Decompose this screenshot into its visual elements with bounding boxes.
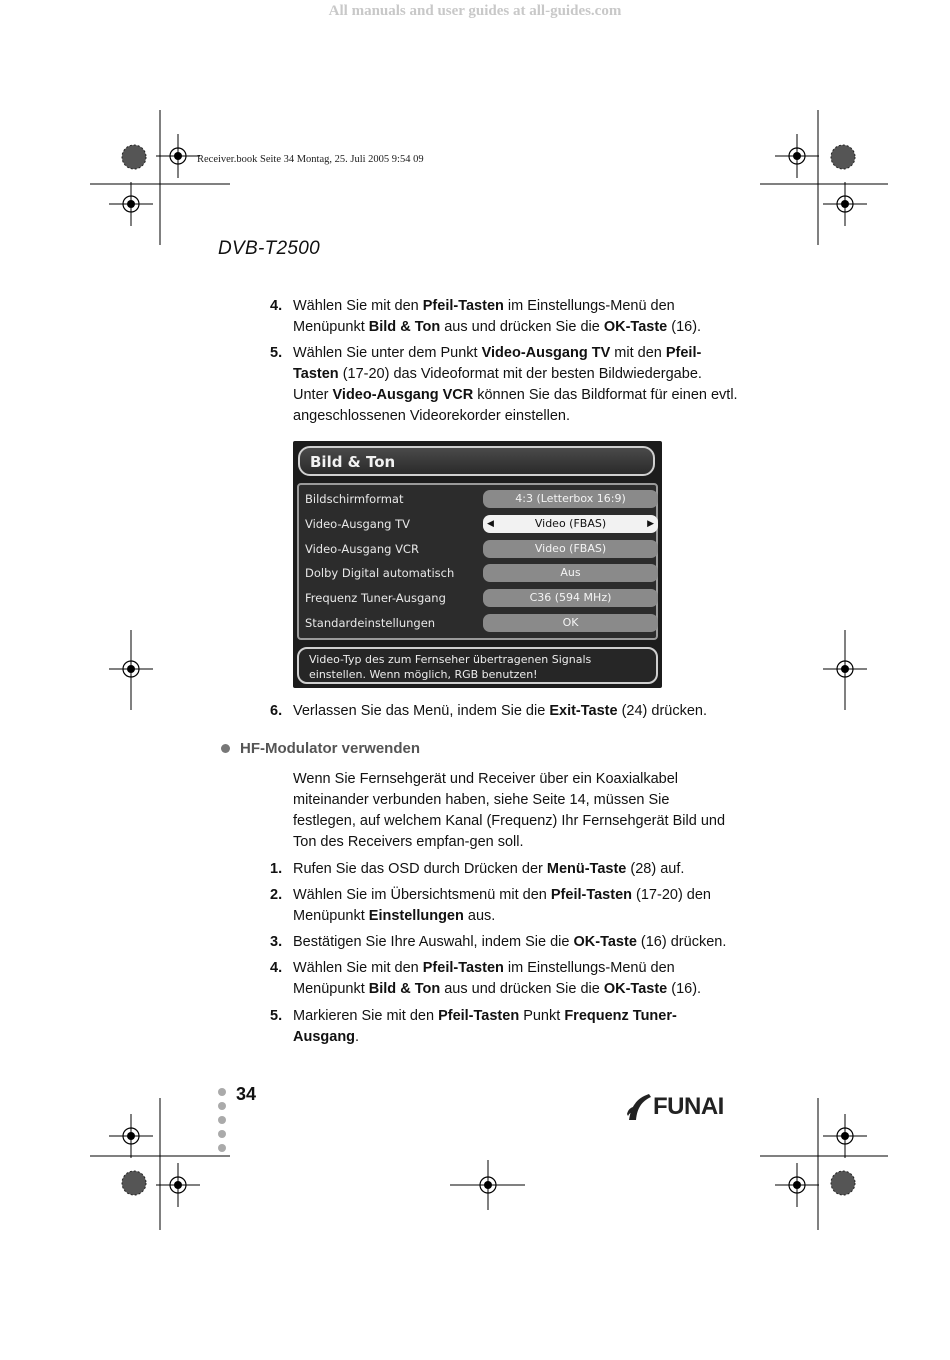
arrow-right-icon: ▶ bbox=[647, 518, 654, 529]
step-number: 1. bbox=[270, 861, 283, 877]
step-number: 5. bbox=[270, 345, 283, 361]
step-item bbox=[258, 296, 738, 338]
osd-title: Bild & Ton bbox=[310, 453, 396, 471]
step-number: 6. bbox=[270, 703, 283, 719]
step-number: 4. bbox=[270, 298, 283, 314]
osd-hint-text: Video-Typ des zum Fernseher übertragenen Signals einstellen. Wenn möglich, RGB benutzen! bbox=[309, 653, 592, 681]
osd-settings-panel bbox=[297, 483, 658, 640]
osd-setting-value: 4:3 (Letterbox 16:9) bbox=[483, 490, 658, 508]
bullet-icon bbox=[221, 744, 230, 753]
step-text: Wählen Sie unter dem Punkt Video-Ausgang TV mit den Pfeil-Tasten (17-20) das Videoformat mit der besten Bildwiedergabe. Unter Video-Ausgang VCR können Sie das Bildformat für einen evtl. angeschlossenen Videorekorder einstellen. bbox=[293, 345, 738, 424]
osd-setting-label: Video-Ausgang TV bbox=[305, 516, 410, 531]
step-item bbox=[258, 885, 738, 927]
funai-logo bbox=[625, 1092, 724, 1122]
step-number: 4. bbox=[270, 960, 283, 976]
funai-swoosh-icon bbox=[625, 1092, 653, 1122]
osd-setting-label: Bildschirmformat bbox=[305, 492, 404, 506]
step-item bbox=[258, 701, 738, 722]
page-header-title: DVB-T2500 bbox=[218, 238, 320, 259]
osd-setting-label: Frequenz Tuner-Ausgang bbox=[305, 591, 446, 606]
section-heading bbox=[221, 740, 420, 757]
step-number: 5. bbox=[270, 1008, 283, 1024]
osd-setting-value: C36 (594 MHz) bbox=[483, 589, 658, 607]
osd-setting-value: Video (FBAS) ◀ ▶ bbox=[483, 515, 658, 533]
step-item bbox=[258, 859, 738, 880]
step-text: Wählen Sie mit den Pfeil-Tasten im Einstellungs-Menü den Menüpunkt Bild & Ton aus und drücken Sie die OK-Taste (16). bbox=[293, 960, 702, 997]
step-text: Markieren Sie mit den Pfeil-Tasten Punkt Frequenz Tuner-Ausgang. bbox=[293, 1008, 677, 1045]
osd-setting-row bbox=[305, 589, 655, 609]
section-title: HF-Modulator verwenden bbox=[240, 740, 421, 757]
osd-setting-label: Standardeinstellungen bbox=[305, 616, 436, 630]
osd-setting-row bbox=[305, 515, 655, 535]
book-info-line: Receiver.book Seite 34 Montag, 25. Juli 2005 9:54 09 bbox=[197, 154, 424, 165]
step-number: 3. bbox=[270, 934, 283, 950]
step-item bbox=[258, 932, 738, 953]
osd-header bbox=[298, 446, 655, 476]
page-dots-decoration bbox=[218, 1088, 226, 1158]
logo-text: FUNAI bbox=[653, 1093, 724, 1120]
osd-setting-value: Aus bbox=[483, 564, 658, 582]
osd-setting-row bbox=[305, 614, 655, 634]
step-item bbox=[258, 343, 738, 427]
osd-setting-value: Video (FBAS) bbox=[483, 540, 658, 558]
step-text: Bestätigen Sie Ihre Auswahl, indem Sie die OK-Taste (16) drücken. bbox=[293, 934, 727, 950]
osd-setting-row bbox=[305, 564, 655, 584]
osd-setting-label: Dolby Digital automatisch bbox=[305, 566, 455, 581]
osd-hint-box bbox=[297, 647, 658, 684]
osd-setting-value: OK bbox=[483, 614, 658, 632]
osd-screenshot bbox=[293, 441, 662, 688]
osd-setting-row bbox=[305, 540, 655, 560]
arrow-left-icon: ◀ bbox=[487, 518, 494, 529]
step-text: Wählen Sie im Übersichtsmenü mit den Pfeil-Tasten (17-20) den Menüpunkt Einstellungen aus. bbox=[293, 887, 711, 924]
section-intro: Wenn Sie Fernsehgerät und Receiver über ein Koaxialkabel miteinander verbunden haben, siehe Seite 14, müssen Sie festlegen, auf welchem Kanal (Frequenz) Ihr Fernsehgerät Bild und Ton des Receivers empfan-gen soll. bbox=[293, 771, 726, 850]
step-text: Wählen Sie mit den Pfeil-Tasten im Einstellungs-Menü den Menüpunkt Bild & Ton aus und drücken Sie die OK-Taste (16). bbox=[293, 298, 702, 335]
step-text: Verlassen Sie das Menü, indem Sie die Exit-Taste (24) drücken. bbox=[293, 703, 708, 719]
step-number: 2. bbox=[270, 887, 283, 903]
step-item bbox=[258, 1006, 738, 1048]
osd-setting-row bbox=[305, 490, 655, 510]
step-text: Rufen Sie das OSD durch Drücken der Menü-Taste (28) auf. bbox=[293, 861, 685, 877]
osd-setting-label: Video-Ausgang VCR bbox=[305, 541, 419, 556]
page-number: 34 bbox=[236, 1084, 257, 1104]
watermark: All manuals and user guides at all-guides.com bbox=[328, 3, 622, 19]
step-item bbox=[258, 958, 738, 1000]
